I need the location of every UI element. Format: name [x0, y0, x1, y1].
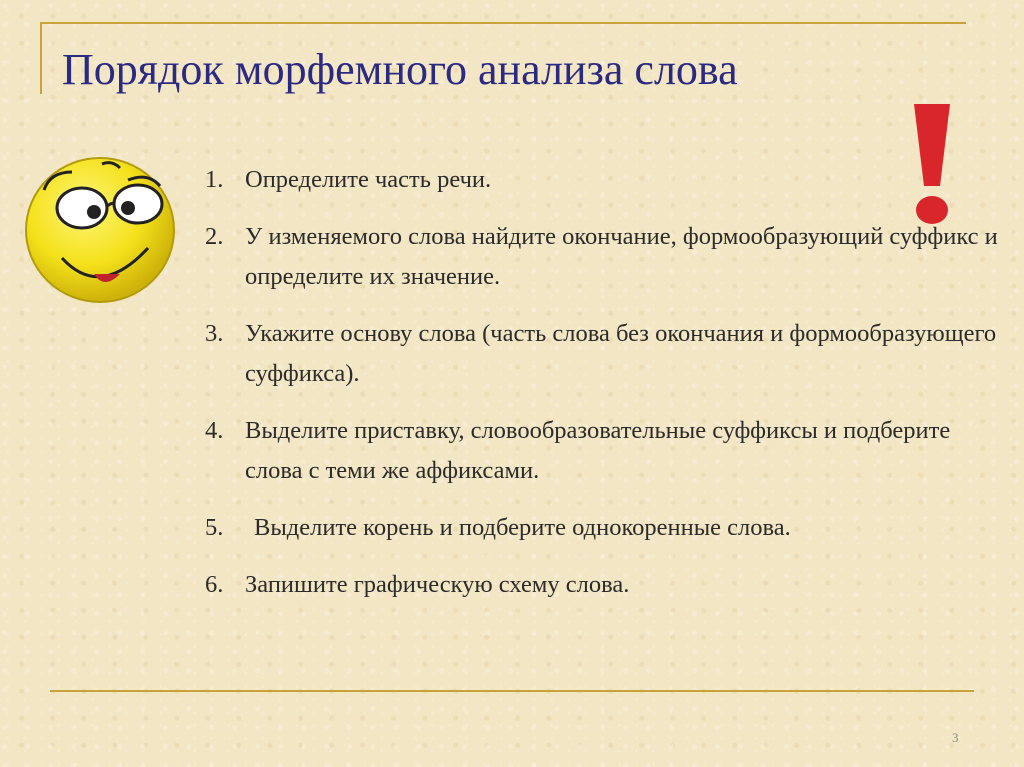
step-number: 6. — [205, 571, 224, 598]
step-item — [205, 411, 1005, 491]
step-item — [205, 160, 1005, 200]
step-number: 5. — [205, 514, 224, 541]
step-text: Выделите корень и подберите однокоренные слова. — [254, 514, 791, 541]
step-number: 2. — [205, 223, 224, 250]
frame-bottom-line — [50, 690, 974, 692]
step-item — [205, 217, 1005, 297]
frame-left-line — [40, 22, 42, 94]
smiley-face-icon — [20, 150, 180, 305]
steps-list — [205, 160, 1005, 605]
step-number: 4. — [205, 417, 224, 444]
step-text: Запишите графическую схему слова. — [245, 571, 630, 598]
step-item — [205, 508, 1005, 548]
frame-top-line — [40, 22, 966, 24]
step-item — [205, 314, 1005, 394]
step-item — [205, 565, 1005, 605]
step-text: Выделите приставку, словообразовательные суффиксы и подберите слова с теми же аффиксами. — [245, 417, 951, 484]
step-number: 3. — [205, 320, 224, 347]
step-number: 1. — [205, 166, 224, 193]
slide-title: Порядок морфемного анализа слова — [62, 45, 738, 94]
step-text: Определите часть речи. — [245, 166, 492, 193]
step-text: У изменяемого слова найдите окончание, формообразующий суффикс и определите их значение. — [245, 223, 998, 290]
page-number: 3 — [952, 730, 959, 745]
step-text: Укажите основу слова (часть слова без окончания и формообразующего суффикса). — [245, 320, 997, 387]
